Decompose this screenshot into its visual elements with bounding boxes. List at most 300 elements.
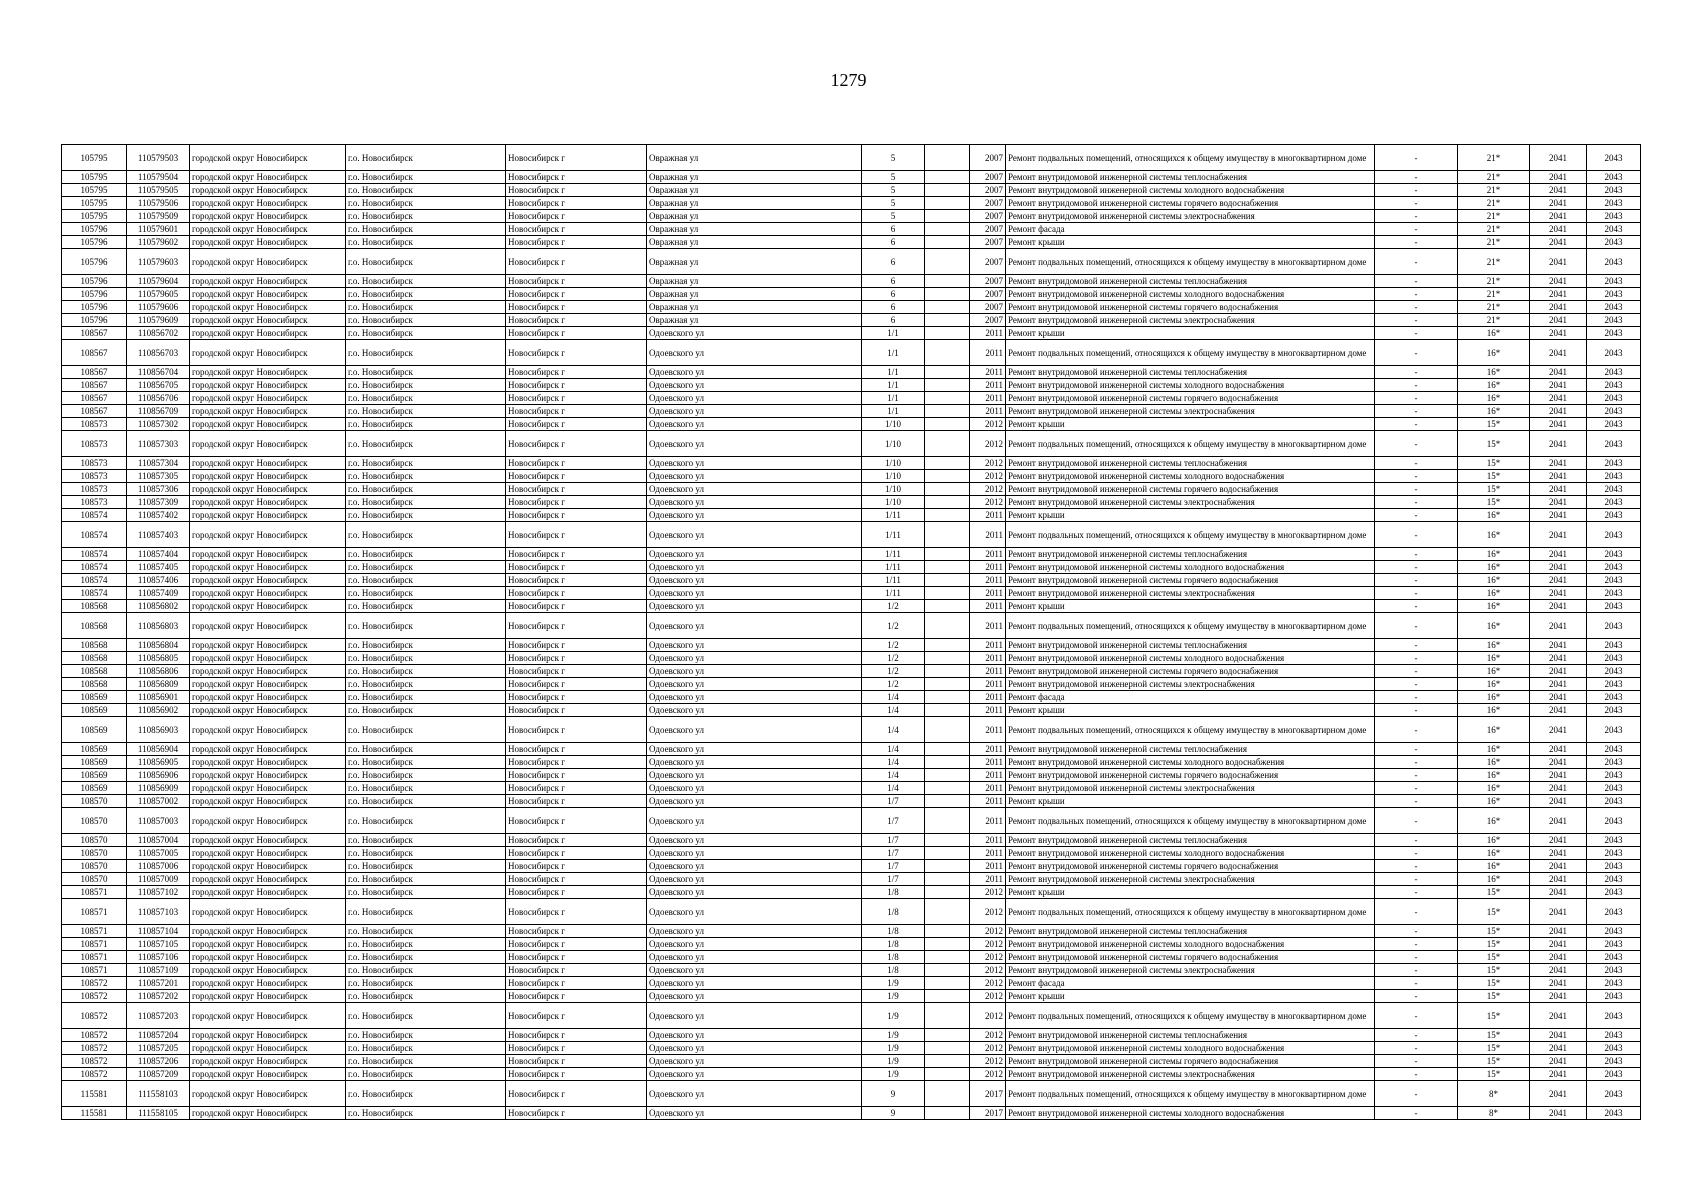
cell-year: 2012 xyxy=(970,457,1006,470)
cell-year: 2007 xyxy=(970,301,1006,314)
cell-start: 2041 xyxy=(1530,418,1587,431)
cell-settlement-short: г.о. Новосибирск xyxy=(346,938,506,951)
cell-city: Новосибирск г xyxy=(506,366,647,379)
cell-year: 2007 xyxy=(970,275,1006,288)
cell-work-id: 110857304 xyxy=(127,457,190,470)
cell-city: Новосибирск г xyxy=(506,613,647,639)
cell-dash: - xyxy=(1375,639,1458,652)
cell-blank xyxy=(925,431,970,457)
cell-term: 21* xyxy=(1458,288,1530,301)
cell-work-id: 110856702 xyxy=(127,327,190,340)
cell-municipality: городской округ Новосибирск xyxy=(190,1081,346,1107)
cell-house-id: 108568 xyxy=(62,665,127,678)
cell-end: 2043 xyxy=(1587,314,1641,327)
cell-work-type: Ремонт внутридомовой инженерной системы холодного водоснабжения xyxy=(1006,756,1375,769)
cell-work-id: 110857206 xyxy=(127,1055,190,1068)
cell-house-id: 105796 xyxy=(62,288,127,301)
cell-municipality: городской округ Новосибирск xyxy=(190,236,346,249)
cell-term: 16* xyxy=(1458,522,1530,548)
cell-dash: - xyxy=(1375,743,1458,756)
cell-term: 21* xyxy=(1458,275,1530,288)
cell-work-id: 111558103 xyxy=(127,1081,190,1107)
cell-city: Новосибирск г xyxy=(506,392,647,405)
cell-blank xyxy=(925,288,970,301)
cell-start: 2041 xyxy=(1530,301,1587,314)
cell-work-type: Ремонт внутридомовой инженерной системы теплоснабжения xyxy=(1006,548,1375,561)
table-row xyxy=(62,639,1641,652)
cell-street: Овражная ул xyxy=(647,145,862,171)
cell-house-id: 108572 xyxy=(62,1055,127,1068)
cell-blank xyxy=(925,652,970,665)
cell-blank xyxy=(925,847,970,860)
cell-settlement-short: г.о. Новосибирск xyxy=(346,886,506,899)
cell-settlement-short: г.о. Новосибирск xyxy=(346,769,506,782)
cell-start: 2041 xyxy=(1530,964,1587,977)
cell-term: 16* xyxy=(1458,704,1530,717)
table-row xyxy=(62,405,1641,418)
cell-blank xyxy=(925,509,970,522)
cell-year: 2011 xyxy=(970,769,1006,782)
cell-house-id: 108574 xyxy=(62,561,127,574)
cell-dash: - xyxy=(1375,717,1458,743)
cell-house-id: 108571 xyxy=(62,886,127,899)
table-row xyxy=(62,977,1641,990)
cell-year: 2011 xyxy=(970,782,1006,795)
cell-work-type: Ремонт подвальных помещений, относящихся к общему имуществу в многоквартирном доме xyxy=(1006,431,1375,457)
cell-year: 2011 xyxy=(970,678,1006,691)
cell-blank xyxy=(925,483,970,496)
cell-start: 2041 xyxy=(1530,691,1587,704)
cell-house-no: 1/7 xyxy=(862,808,925,834)
table-row xyxy=(62,548,1641,561)
cell-year: 2012 xyxy=(970,1055,1006,1068)
cell-start: 2041 xyxy=(1530,600,1587,613)
cell-municipality: городской округ Новосибирск xyxy=(190,470,346,483)
cell-start: 2041 xyxy=(1530,236,1587,249)
cell-work-id: 110579606 xyxy=(127,301,190,314)
cell-street: Одоевского ул xyxy=(647,496,862,509)
cell-work-type: Ремонт внутридомовой инженерной системы теплоснабжения xyxy=(1006,171,1375,184)
cell-settlement-short: г.о. Новосибирск xyxy=(346,1068,506,1081)
cell-year: 2012 xyxy=(970,1042,1006,1055)
cell-work-type: Ремонт крыши xyxy=(1006,327,1375,340)
cell-settlement-short: г.о. Новосибирск xyxy=(346,210,506,223)
cell-settlement-short: г.о. Новосибирск xyxy=(346,1107,506,1120)
cell-house-id: 108567 xyxy=(62,405,127,418)
cell-settlement-short: г.о. Новосибирск xyxy=(346,145,506,171)
cell-settlement-short: г.о. Новосибирск xyxy=(346,1081,506,1107)
table-row xyxy=(62,665,1641,678)
cell-street: Одоевского ул xyxy=(647,405,862,418)
cell-house-id: 108568 xyxy=(62,600,127,613)
cell-work-type: Ремонт подвальных помещений, относящихся к общему имуществу в многоквартирном доме xyxy=(1006,1003,1375,1029)
cell-house-no: 1/7 xyxy=(862,873,925,886)
cell-term: 16* xyxy=(1458,782,1530,795)
cell-municipality: городской округ Новосибирск xyxy=(190,964,346,977)
cell-municipality: городской округ Новосибирск xyxy=(190,288,346,301)
cell-house-id: 108568 xyxy=(62,678,127,691)
cell-house-no: 1/10 xyxy=(862,418,925,431)
cell-city: Новосибирск г xyxy=(506,405,647,418)
cell-street: Одоевского ул xyxy=(647,1003,862,1029)
cell-municipality: городской округ Новосибирск xyxy=(190,1107,346,1120)
cell-street: Одоевского ул xyxy=(647,782,862,795)
cell-work-id: 110856903 xyxy=(127,717,190,743)
cell-work-type: Ремонт внутридомовой инженерной системы электроснабжения xyxy=(1006,405,1375,418)
cell-year: 2012 xyxy=(970,951,1006,964)
cell-start: 2041 xyxy=(1530,652,1587,665)
cell-blank xyxy=(925,301,970,314)
cell-settlement-short: г.о. Новосибирск xyxy=(346,522,506,548)
cell-settlement-short: г.о. Новосибирск xyxy=(346,925,506,938)
cell-city: Новосибирск г xyxy=(506,561,647,574)
cell-blank xyxy=(925,210,970,223)
cell-year: 2011 xyxy=(970,379,1006,392)
page-number: 1279 xyxy=(830,70,867,90)
cell-house-no: 1/2 xyxy=(862,665,925,678)
cell-blank xyxy=(925,574,970,587)
cell-year: 2007 xyxy=(970,210,1006,223)
cell-start: 2041 xyxy=(1530,951,1587,964)
cell-term: 21* xyxy=(1458,223,1530,236)
cell-work-type: Ремонт внутридомовой инженерной системы горячего водоснабжения xyxy=(1006,951,1375,964)
cell-house-id: 108574 xyxy=(62,587,127,600)
cell-year: 2011 xyxy=(970,574,1006,587)
cell-settlement-short: г.о. Новосибирск xyxy=(346,756,506,769)
table-row xyxy=(62,600,1641,613)
cell-blank xyxy=(925,704,970,717)
cell-term: 15* xyxy=(1458,1042,1530,1055)
cell-start: 2041 xyxy=(1530,509,1587,522)
cell-municipality: городской округ Новосибирск xyxy=(190,392,346,405)
cell-term: 16* xyxy=(1458,756,1530,769)
cell-work-id: 110856901 xyxy=(127,691,190,704)
cell-start: 2041 xyxy=(1530,288,1587,301)
cell-settlement-short: г.о. Новосибирск xyxy=(346,496,506,509)
cell-start: 2041 xyxy=(1530,587,1587,600)
cell-work-type: Ремонт подвальных помещений, относящихся к общему имуществу в многоквартирном доме xyxy=(1006,340,1375,366)
cell-municipality: городской округ Новосибирск xyxy=(190,795,346,808)
cell-work-id: 110857306 xyxy=(127,483,190,496)
cell-year: 2011 xyxy=(970,808,1006,834)
cell-settlement-short: г.о. Новосибирск xyxy=(346,340,506,366)
cell-dash: - xyxy=(1375,340,1458,366)
cell-house-no: 5 xyxy=(862,210,925,223)
cell-blank xyxy=(925,795,970,808)
cell-city: Новосибирск г xyxy=(506,379,647,392)
cell-work-id: 110856809 xyxy=(127,678,190,691)
cell-settlement-short: г.о. Новосибирск xyxy=(346,418,506,431)
cell-house-no: 1/2 xyxy=(862,652,925,665)
cell-work-id: 110856902 xyxy=(127,704,190,717)
cell-term: 15* xyxy=(1458,977,1530,990)
cell-house-no: 1/10 xyxy=(862,431,925,457)
cell-city: Новосибирск г xyxy=(506,340,647,366)
cell-work-id: 110856709 xyxy=(127,405,190,418)
cell-city: Новосибирск г xyxy=(506,587,647,600)
cell-term: 16* xyxy=(1458,665,1530,678)
cell-work-type: Ремонт подвальных помещений, относящихся к общему имуществу в многоквартирном доме xyxy=(1006,249,1375,275)
cell-work-id: 110857302 xyxy=(127,418,190,431)
cell-work-type: Ремонт подвальных помещений, относящихся к общему имуществу в многоквартирном доме xyxy=(1006,145,1375,171)
cell-work-id: 110857405 xyxy=(127,561,190,574)
cell-house-id: 108572 xyxy=(62,977,127,990)
cell-blank xyxy=(925,782,970,795)
cell-dash: - xyxy=(1375,483,1458,496)
cell-blank xyxy=(925,691,970,704)
table-row xyxy=(62,496,1641,509)
cell-blank xyxy=(925,1042,970,1055)
cell-house-no: 1/11 xyxy=(862,574,925,587)
cell-end: 2043 xyxy=(1587,379,1641,392)
cell-street: Овражная ул xyxy=(647,171,862,184)
cell-dash: - xyxy=(1375,873,1458,886)
cell-street: Одоевского ул xyxy=(647,1081,862,1107)
cell-house-id: 108571 xyxy=(62,964,127,977)
cell-settlement-short: г.о. Новосибирск xyxy=(346,717,506,743)
cell-settlement-short: г.о. Новосибирск xyxy=(346,184,506,197)
cell-start: 2041 xyxy=(1530,223,1587,236)
table-row xyxy=(62,990,1641,1003)
cell-term: 15* xyxy=(1458,990,1530,1003)
cell-work-type: Ремонт внутридомовой инженерной системы электроснабжения xyxy=(1006,496,1375,509)
cell-house-id: 108570 xyxy=(62,873,127,886)
cell-work-type: Ремонт внутридомовой инженерной системы теплоснабжения xyxy=(1006,639,1375,652)
cell-end: 2043 xyxy=(1587,847,1641,860)
cell-house-no: 1/9 xyxy=(862,1029,925,1042)
cell-city: Новосибирск г xyxy=(506,1042,647,1055)
cell-municipality: городской округ Новосибирск xyxy=(190,717,346,743)
cell-end: 2043 xyxy=(1587,275,1641,288)
cell-municipality: городской округ Новосибирск xyxy=(190,990,346,1003)
cell-year: 2011 xyxy=(970,392,1006,405)
cell-year: 2007 xyxy=(970,314,1006,327)
cell-blank xyxy=(925,1081,970,1107)
cell-street: Овражная ул xyxy=(647,184,862,197)
cell-blank xyxy=(925,600,970,613)
cell-street: Овражная ул xyxy=(647,288,862,301)
table-row xyxy=(62,392,1641,405)
cell-year: 2011 xyxy=(970,665,1006,678)
cell-start: 2041 xyxy=(1530,769,1587,782)
cell-work-type: Ремонт подвальных помещений, относящихся к общему имуществу в многоквартирном доме xyxy=(1006,899,1375,925)
cell-municipality: городской округ Новосибирск xyxy=(190,691,346,704)
cell-blank xyxy=(925,522,970,548)
cell-street: Одоевского ул xyxy=(647,769,862,782)
cell-house-no: 1/9 xyxy=(862,1055,925,1068)
cell-house-no: 1/1 xyxy=(862,379,925,392)
cell-work-id: 110856805 xyxy=(127,652,190,665)
cell-dash: - xyxy=(1375,977,1458,990)
cell-start: 2041 xyxy=(1530,145,1587,171)
cell-start: 2041 xyxy=(1530,483,1587,496)
cell-term: 21* xyxy=(1458,249,1530,275)
cell-work-type: Ремонт внутридомовой инженерной системы теплоснабжения xyxy=(1006,925,1375,938)
table-row xyxy=(62,431,1641,457)
cell-year: 2011 xyxy=(970,717,1006,743)
cell-dash: - xyxy=(1375,769,1458,782)
cell-dash: - xyxy=(1375,392,1458,405)
cell-street: Овражная ул xyxy=(647,314,862,327)
cell-dash: - xyxy=(1375,301,1458,314)
cell-settlement-short: г.о. Новосибирск xyxy=(346,197,506,210)
cell-house-id: 108574 xyxy=(62,509,127,522)
cell-work-id: 110857203 xyxy=(127,1003,190,1029)
cell-blank xyxy=(925,951,970,964)
cell-municipality: городской округ Новосибирск xyxy=(190,223,346,236)
cell-city: Новосибирск г xyxy=(506,1068,647,1081)
cell-settlement-short: г.о. Новосибирск xyxy=(346,392,506,405)
cell-city: Новосибирск г xyxy=(506,691,647,704)
cell-municipality: городской округ Новосибирск xyxy=(190,327,346,340)
table-row xyxy=(62,886,1641,899)
cell-house-id: 108568 xyxy=(62,613,127,639)
cell-city: Новосибирск г xyxy=(506,938,647,951)
cell-house-id: 108570 xyxy=(62,847,127,860)
cell-house-no: 1/10 xyxy=(862,496,925,509)
cell-municipality: городской округ Новосибирск xyxy=(190,301,346,314)
cell-year: 2011 xyxy=(970,587,1006,600)
cell-term: 21* xyxy=(1458,184,1530,197)
cell-street: Одоевского ул xyxy=(647,392,862,405)
cell-house-no: 1/11 xyxy=(862,509,925,522)
cell-city: Новосибирск г xyxy=(506,171,647,184)
cell-work-id: 110579504 xyxy=(127,171,190,184)
cell-dash: - xyxy=(1375,860,1458,873)
cell-city: Новосибирск г xyxy=(506,327,647,340)
cell-blank xyxy=(925,639,970,652)
cell-house-id: 105796 xyxy=(62,223,127,236)
cell-municipality: городской округ Новосибирск xyxy=(190,197,346,210)
cell-house-no: 9 xyxy=(862,1107,925,1120)
cell-work-type: Ремонт внутридомовой инженерной системы холодного водоснабжения xyxy=(1006,652,1375,665)
cell-work-id: 110857303 xyxy=(127,431,190,457)
cell-year: 2011 xyxy=(970,834,1006,847)
cell-municipality: городской округ Новосибирск xyxy=(190,522,346,548)
cell-term: 16* xyxy=(1458,574,1530,587)
cell-municipality: городской округ Новосибирск xyxy=(190,834,346,847)
cell-street: Одоевского ул xyxy=(647,600,862,613)
cell-settlement-short: г.о. Новосибирск xyxy=(346,314,506,327)
cell-work-id: 110857006 xyxy=(127,860,190,873)
cell-blank xyxy=(925,756,970,769)
cell-work-type: Ремонт внутридомовой инженерной системы горячего водоснабжения xyxy=(1006,197,1375,210)
cell-street: Одоевского ул xyxy=(647,483,862,496)
cell-end: 2043 xyxy=(1587,795,1641,808)
cell-dash: - xyxy=(1375,691,1458,704)
cell-settlement-short: г.о. Новосибирск xyxy=(346,600,506,613)
cell-end: 2043 xyxy=(1587,431,1641,457)
cell-settlement-short: г.о. Новосибирск xyxy=(346,288,506,301)
table-row xyxy=(62,1107,1641,1120)
table-row xyxy=(62,678,1641,691)
cell-blank xyxy=(925,340,970,366)
cell-city: Новосибирск г xyxy=(506,795,647,808)
table-row xyxy=(62,743,1641,756)
cell-year: 2012 xyxy=(970,990,1006,1003)
cell-term: 8* xyxy=(1458,1081,1530,1107)
cell-start: 2041 xyxy=(1530,561,1587,574)
cell-house-id: 108574 xyxy=(62,548,127,561)
cell-end: 2043 xyxy=(1587,223,1641,236)
table-row xyxy=(62,795,1641,808)
cell-municipality: городской округ Новосибирск xyxy=(190,613,346,639)
cell-work-id: 110857406 xyxy=(127,574,190,587)
cell-municipality: городской округ Новосибирск xyxy=(190,600,346,613)
table-row xyxy=(62,808,1641,834)
cell-house-id: 105796 xyxy=(62,249,127,275)
cell-dash: - xyxy=(1375,288,1458,301)
cell-dash: - xyxy=(1375,509,1458,522)
cell-municipality: городской округ Новосибирск xyxy=(190,561,346,574)
cell-house-no: 1/10 xyxy=(862,483,925,496)
cell-work-type: Ремонт крыши xyxy=(1006,418,1375,431)
cell-street: Одоевского ул xyxy=(647,431,862,457)
cell-end: 2043 xyxy=(1587,288,1641,301)
cell-term: 15* xyxy=(1458,431,1530,457)
cell-blank xyxy=(925,171,970,184)
cell-municipality: городской округ Новосибирск xyxy=(190,366,346,379)
cell-dash: - xyxy=(1375,457,1458,470)
cell-work-id: 110579503 xyxy=(127,145,190,171)
cell-start: 2041 xyxy=(1530,340,1587,366)
cell-term: 16* xyxy=(1458,860,1530,873)
cell-year: 2011 xyxy=(970,548,1006,561)
cell-work-id: 110857309 xyxy=(127,496,190,509)
cell-end: 2043 xyxy=(1587,717,1641,743)
cell-work-type: Ремонт внутридомовой инженерной системы электроснабжения xyxy=(1006,210,1375,223)
cell-settlement-short: г.о. Новосибирск xyxy=(346,236,506,249)
table-row xyxy=(62,1055,1641,1068)
cell-house-id: 108567 xyxy=(62,392,127,405)
cell-end: 2043 xyxy=(1587,470,1641,483)
cell-municipality: городской округ Новосибирск xyxy=(190,873,346,886)
cell-settlement-short: г.о. Новосибирск xyxy=(346,899,506,925)
cell-dash: - xyxy=(1375,782,1458,795)
cell-house-id: 105795 xyxy=(62,145,127,171)
cell-work-type: Ремонт внутридомовой инженерной системы холодного водоснабжения xyxy=(1006,184,1375,197)
cell-street: Одоевского ул xyxy=(647,1107,862,1120)
cell-house-no: 1/7 xyxy=(862,834,925,847)
cell-start: 2041 xyxy=(1530,899,1587,925)
table-row xyxy=(62,834,1641,847)
cell-year: 2007 xyxy=(970,236,1006,249)
cell-dash: - xyxy=(1375,574,1458,587)
cell-work-type: Ремонт подвальных помещений, относящихся к общему имуществу в многоквартирном доме xyxy=(1006,613,1375,639)
cell-work-id: 110856802 xyxy=(127,600,190,613)
cell-municipality: городской округ Новосибирск xyxy=(190,665,346,678)
cell-dash: - xyxy=(1375,1107,1458,1120)
cell-house-id: 108573 xyxy=(62,483,127,496)
cell-work-type: Ремонт внутридомовой инженерной системы электроснабжения xyxy=(1006,314,1375,327)
cell-term: 15* xyxy=(1458,886,1530,899)
cell-end: 2043 xyxy=(1587,743,1641,756)
table-row xyxy=(62,236,1641,249)
cell-year: 2011 xyxy=(970,639,1006,652)
cell-city: Новосибирск г xyxy=(506,418,647,431)
cell-term: 15* xyxy=(1458,925,1530,938)
cell-year: 2007 xyxy=(970,197,1006,210)
cell-street: Овражная ул xyxy=(647,301,862,314)
cell-city: Новосибирск г xyxy=(506,704,647,717)
cell-end: 2043 xyxy=(1587,1055,1641,1068)
cell-year: 2012 xyxy=(970,470,1006,483)
cell-work-type: Ремонт внутридомовой инженерной системы холодного водоснабжения xyxy=(1006,470,1375,483)
cell-start: 2041 xyxy=(1530,977,1587,990)
cell-municipality: городской округ Новосибирск xyxy=(190,145,346,171)
cell-end: 2043 xyxy=(1587,756,1641,769)
cell-municipality: городской округ Новосибирск xyxy=(190,314,346,327)
